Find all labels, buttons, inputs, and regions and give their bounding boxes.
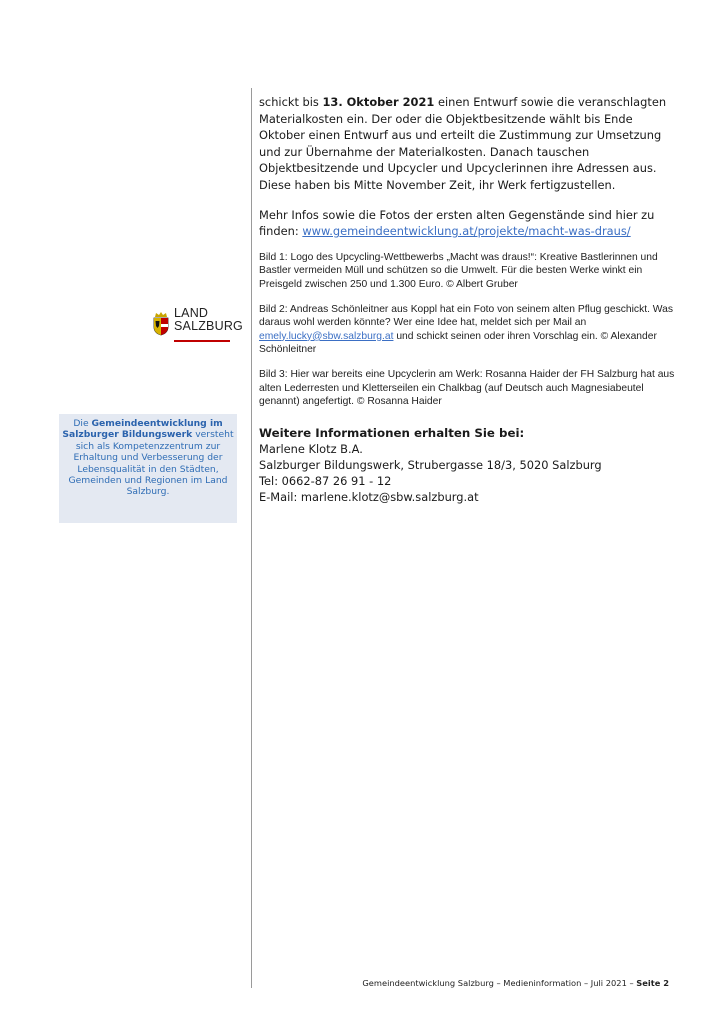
contact-address: Salzburger Bildungswerk, Strubergasse 18/3, 5020 Salzburg	[259, 457, 602, 472]
contact-heading: Weitere Informationen erhalten Sie bei:	[259, 425, 525, 440]
logo-underline	[174, 340, 230, 342]
logo-wordmark	[174, 307, 243, 333]
column-divider	[251, 88, 252, 988]
logo-line-2: SALZBURG	[174, 319, 243, 333]
page-number: Seite 2	[636, 978, 669, 988]
contact-tel: Tel: 0662-87 26 91 - 12	[259, 474, 392, 489]
info-box-prefix: Die	[73, 418, 92, 429]
contact-email: E-Mail: marlene.klotz@sbw.salzburg.at	[259, 490, 479, 505]
caption-bild-3: Bild 3: Hier war bereits eine Upcyclerin am Werk: Rosanna Haider der FH Salzburg hat aus alten Lederresten und Kletterseilen ein Chalkbag (auf Deutsch auch Magnesiabeutel genannt) angefertigt. © Rosanna Haider	[259, 368, 675, 408]
info-box	[59, 414, 237, 523]
bild2-post: und schickt seinen oder ihren Vorschlag ein. © Alexander Schönleitner	[259, 330, 657, 356]
logo-line-1: LAND	[174, 306, 209, 320]
deadline-date: 13. Oktober 2021	[322, 95, 435, 109]
land-salzburg-logo	[152, 304, 242, 344]
bild2-pre: Bild 2: Andreas Schönleitner aus Koppl hat ein Foto von seinem alten Pflug geschickt. Was daraus wohl werden könnte? Wer eine Idee hat, meldet sich per Mail an	[259, 303, 674, 329]
salzburg-crest-icon	[152, 312, 170, 336]
paragraph-deadline	[259, 94, 677, 194]
p2-text: Mehr Infos sowie die Fotos der ersten alten Gegenstände sind hier zu finden:	[259, 207, 655, 239]
project-link[interactable]: www.gemeindeentwicklung.at/projekte/macht-was-draus/	[302, 224, 631, 239]
contact-name: Marlene Klotz B.A.	[259, 441, 363, 456]
email-link-emely[interactable]: emely.lucky@sbw.salzburg.at	[259, 330, 394, 342]
caption-bild-2	[259, 303, 677, 357]
paragraph-more-info	[259, 207, 677, 240]
main-column	[259, 94, 677, 506]
page-footer	[336, 978, 669, 988]
caption-bild-1: Bild 1: Logo des Upcycling-Wettbewerbs „Macht was draus!“: Kreative Bastlerinnen und Bastler vermeiden Müll und schützen so die Umwelt. Für die besten Werke winkt ein Preisgeld zwischen 250 und 1.300 Euro. © Albert Gruber	[259, 251, 658, 290]
info-box-text: versteht sich als Kompetenzzentrum zur Erhaltung und Verbesserung der Lebensqualität in den Städten, Gemeinden und Regionen im Land Salzburg.	[68, 429, 234, 498]
info-box-bold: Gemeindeentwicklung im Salzburger Bildungswerk	[62, 418, 223, 441]
footer-text: Gemeindeentwicklung Salzburg – Medieninformation – Juli 2021 –	[362, 978, 637, 988]
p1-post: einen Entwurf sowie die veranschlagten Materialkosten ein. Der oder die Objektbesitzende wählt bis Ende Oktober einen Entwurf aus und erteilt die Zustimmung zur Umsetzung und zur Übernahme der Materialkosten. Danach tauschen Objektbesitzende und Upcycler und Upcyclerinnen ihre Adressen aus. Diese haben bis Mitte November Zeit, ihr Werk fertigzustellen.	[259, 95, 667, 192]
p1-pre: schickt bis	[259, 95, 323, 109]
